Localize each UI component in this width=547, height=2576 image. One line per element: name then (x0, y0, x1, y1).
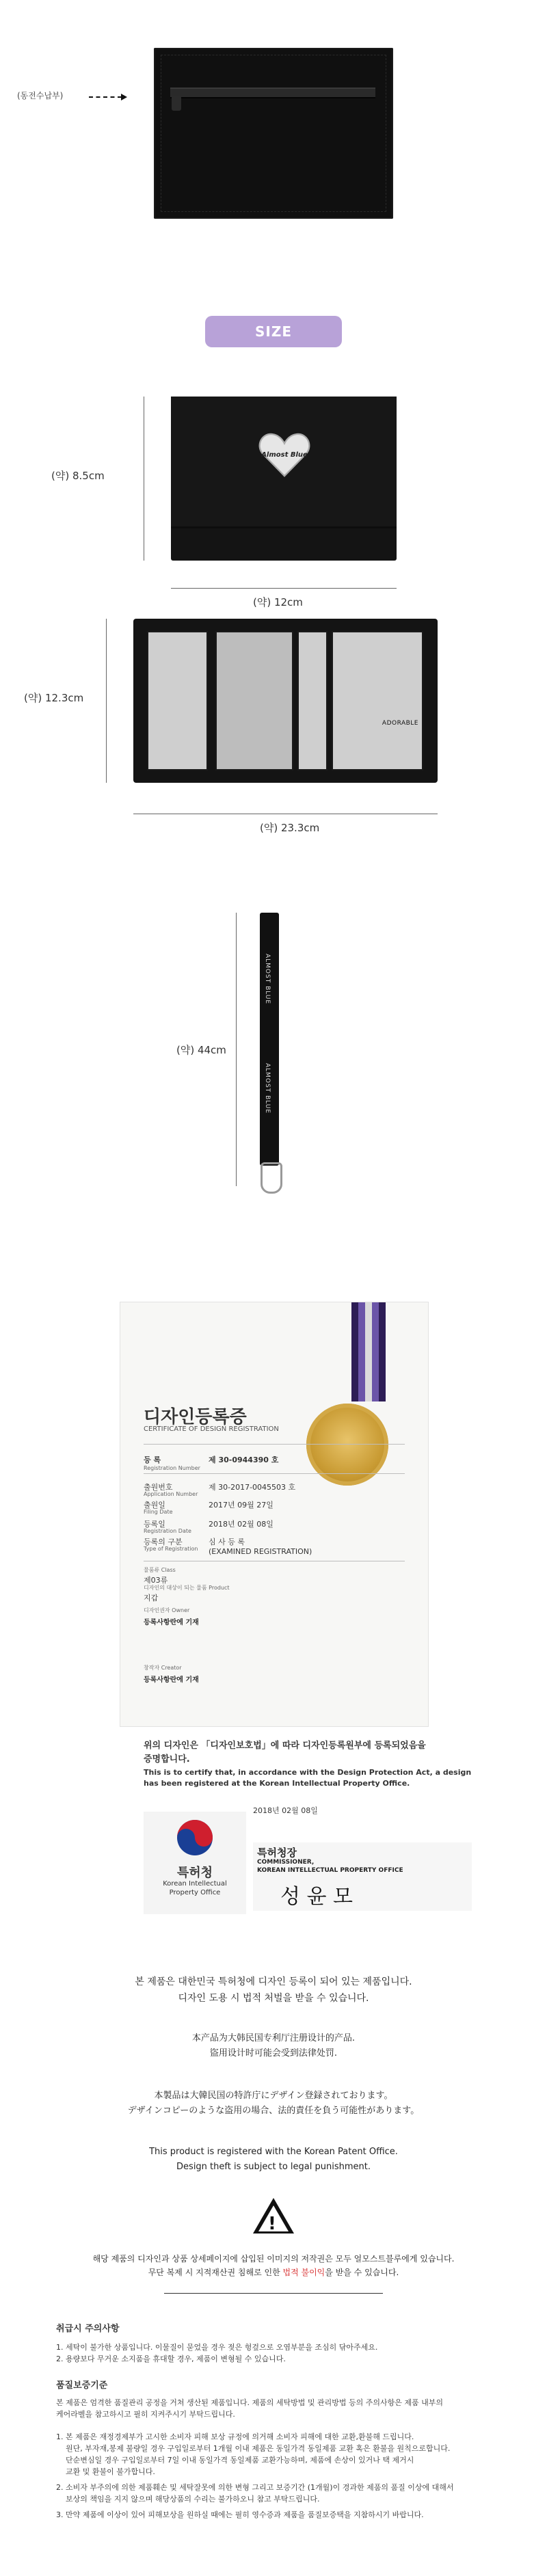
closed-width-label: (약) 12cm (253, 596, 303, 608)
certificate-reg-label-en: Registration Number (144, 1465, 200, 1471)
legal-jp-2: デザインコピーのような盗用の場合、法的責任を負う可能性があります。 (127, 2106, 420, 2116)
legal-kr-2: 디자인 도용 시 법적 처벌을 받을 수 있습니다. (178, 1993, 369, 2004)
lanyard-brand-text: ALMOST BLUE (264, 954, 271, 1005)
care-item-1: 1. 세탁이 불가한 상품입니다. 이물질이 묻었을 경우 젖은 헝겊으로 오염부분을 조심히 닦아주세요. (56, 2343, 378, 2352)
creator-value: 등록사항란에 기재 (144, 1676, 199, 1684)
certificate-row-type-en: Type of Registration (144, 1546, 198, 1552)
owner-value: 등록사항란에 기재 (144, 1619, 199, 1626)
quality-item-1b: 원단, 부자재,봉제 불량일 경우 구입일로부터 1개월 이내 제품은 동일가격 동일제품 교환 혹은 환불을 원칙으로합니다. (56, 2444, 451, 2453)
commissioner-en-1: COMMISSIONER, (257, 1859, 315, 1866)
kipo-emblem-block (144, 1812, 246, 1914)
wallet-closed-photo (171, 397, 397, 561)
certificate-date: 2018년 02월 08일 (253, 1806, 318, 1815)
quality-intro-2: 케어라벨을 참고하시고 필히 지켜주시기 부탁드립니다. (56, 2410, 235, 2419)
kipo-name-en-2: Property Office (169, 1889, 221, 1896)
certificate-title: 디자인등록증 (144, 1407, 247, 1427)
care-item-2: 2. 용량보다 무거운 소지품을 휴대할 경우, 제품이 변형될 수 있습니다. (56, 2354, 286, 2363)
certificate-statement-kr-2: 증명합니다. (144, 1754, 190, 1765)
certificate-class-label: 물품류 Class (144, 1567, 176, 1573)
certificate-product-label: 디자인의 대상이 되는 물품 Product (144, 1585, 230, 1591)
design-certificate (120, 1302, 429, 1727)
open-width-label: (약) 23.3cm (260, 822, 320, 834)
copyright-line-2: 무단 복제 시 지적재산권 침해로 인한 법적 불이익을 받을 수 있습니다. (148, 2268, 399, 2277)
open-height-label: (약) 12.3cm (24, 692, 84, 704)
bill-slot-right (332, 631, 423, 770)
certificate-row-app-en: Application Number (144, 1491, 198, 1497)
wallet-back-photo (154, 48, 393, 219)
certificate-row-regdate: 등록일 2018년 02월 08일 (144, 1520, 274, 1529)
commissioner-kr: 특허청장 (257, 1847, 297, 1859)
card-slot-middle (297, 631, 328, 770)
heart-logo-text: Almost Blue (261, 451, 308, 459)
kipo-name-kr: 특허청 (176, 1866, 213, 1880)
certificate-subtitle: CERTIFICATE OF DESIGN REGISTRATION (144, 1425, 279, 1433)
wallet-open-photo (133, 619, 438, 783)
certificate-statement-en-2: has been registered at the Korean Intellectual Property Office. (144, 1779, 410, 1788)
commissioner-en-2: KOREAN INTELLECTUAL PROPERTY OFFICE (257, 1867, 403, 1874)
taegeuk-emblem-icon (174, 1817, 215, 1858)
commissioner-block (253, 1842, 472, 1911)
certificate-statement-kr-1: 위의 디자인은 「디자인보호법」에 따라 디자인등록원부에 등록되었음을 (144, 1741, 426, 1751)
lanyard-length-line (236, 913, 237, 1186)
section-divider (164, 2293, 383, 2294)
certificate-row-regdate-en: Registration Date (144, 1528, 191, 1534)
open-wallet-stamp: ADORABLE (382, 720, 418, 727)
quality-title: 품질보증기준 (56, 2380, 108, 2391)
id-window-slot (215, 631, 293, 770)
legal-jp-1: 本製品は大韓民国の特許庁にデザイン登録されております。 (154, 2091, 393, 2101)
lanyard-length-label: (약) 44cm (176, 1044, 226, 1056)
legal-en-2: Design theft is subject to legal punishment. (176, 2162, 371, 2172)
kipo-name-en-1: Korean Intellectual (163, 1880, 227, 1888)
quality-intro-1: 본 제품은 엄격한 품질관리 공정을 거쳐 생산된 제품입니다. 제품의 세탁방법 및 관리방법 등의 주의사항은 제품 내부의 (56, 2398, 443, 2407)
legal-cn-2: 盜用设计时可能会受到法律处罚. (209, 2048, 338, 2058)
coin-pocket-zipper (170, 88, 375, 98)
quality-item-1c: 단순변심일 경우 구입일로부터 7일 이내 동일가격 동일제품 교환가능하며, 제품에 손상이 있거나 택 제거시 (56, 2456, 414, 2465)
lanyard-hook-icon (261, 1162, 282, 1194)
legal-cn-1: 本产品为大韩民国专利厅注册设计的产品. (191, 2033, 356, 2043)
owner-label: 디자인권자 Owner (144, 1607, 190, 1613)
commissioner-signature: 성 윤 모 (280, 1885, 353, 1909)
coin-pocket-label: (동전수납부) (17, 91, 64, 100)
certificate-row-type: 등록의 구분 심 사 등 록 (EXAMINED REGISTRATION) (144, 1538, 312, 1556)
certificate-product-value: 지갑 (144, 1594, 159, 1602)
lanyard-photo (260, 913, 279, 1166)
copyright-line-1: 해당 제품의 디자인과 상품 상세페이지에 삽입된 이미지의 저작권은 모두 얼모스트블루에게 있습니다. (92, 2254, 455, 2264)
lanyard-brand-text-2: ALMOST BLUE (264, 1063, 271, 1114)
closed-width-line (171, 588, 397, 589)
creator-label: 창작자 Creator (144, 1665, 182, 1671)
quality-item-1: 1. 본 제품은 재정경제부가 고시한 소비자 피해 보상 규정에 의거해 소비자 피해에 대한 교환,환불해 드립니다. (56, 2432, 414, 2441)
certificate-class-value: 제03류 (144, 1576, 168, 1585)
bill-slot-left (147, 631, 208, 770)
quality-item-1d: 교환 및 환불이 불가합니다. (56, 2467, 155, 2476)
certificate-row-filing-en: Filing Date (144, 1509, 173, 1515)
legal-kr-1: 본 제품은 대한민국 특허청에 디자인 등록이 되어 있는 제품입니다. (135, 1976, 412, 1987)
certificate-row-filing: 출원일 2017년 09월 27일 (144, 1501, 274, 1510)
wallet-stitching (161, 55, 386, 212)
quality-item-3: 3. 만약 제품에 이상이 있어 피해보상을 원하실 때에는 필히 영수증과 제품을 품질보증택을 지참하시기 바랍니다. (56, 2510, 424, 2519)
coin-pocket-arrow (89, 96, 122, 98)
quality-item-2: 2. 소비자 부주의에 의한 제품훼손 및 세탁잘못에 의한 변형 그리고 보증기간 (1개월)이 경과한 제품의 품질 이상에 대해서 (56, 2483, 454, 2492)
legal-en-1: This product is registered with the Korean Patent Office. (149, 2147, 398, 2157)
open-height-line (106, 619, 107, 783)
quality-item-2b: 보상의 책임을 지지 않으며 해당상품의 수리는 불가하오니 참고 부탁드립니다. (56, 2495, 320, 2504)
size-badge: SIZE (205, 316, 342, 347)
care-title: 취급시 주의사항 (56, 2324, 120, 2334)
certificate-statement-en-1: This is to certify that, in accordance with the Design Protection Act, a design (144, 1768, 472, 1777)
certificate-ribbon (351, 1302, 386, 1401)
closed-height-label: (약) 8.5cm (51, 470, 105, 482)
certificate-reg-row: 등 록 제 30-0944390 호 (144, 1455, 279, 1464)
certificate-row-app: 출원번호 제 30-2017-0045503 호 (144, 1483, 296, 1492)
zipper-pull-icon (172, 96, 181, 111)
